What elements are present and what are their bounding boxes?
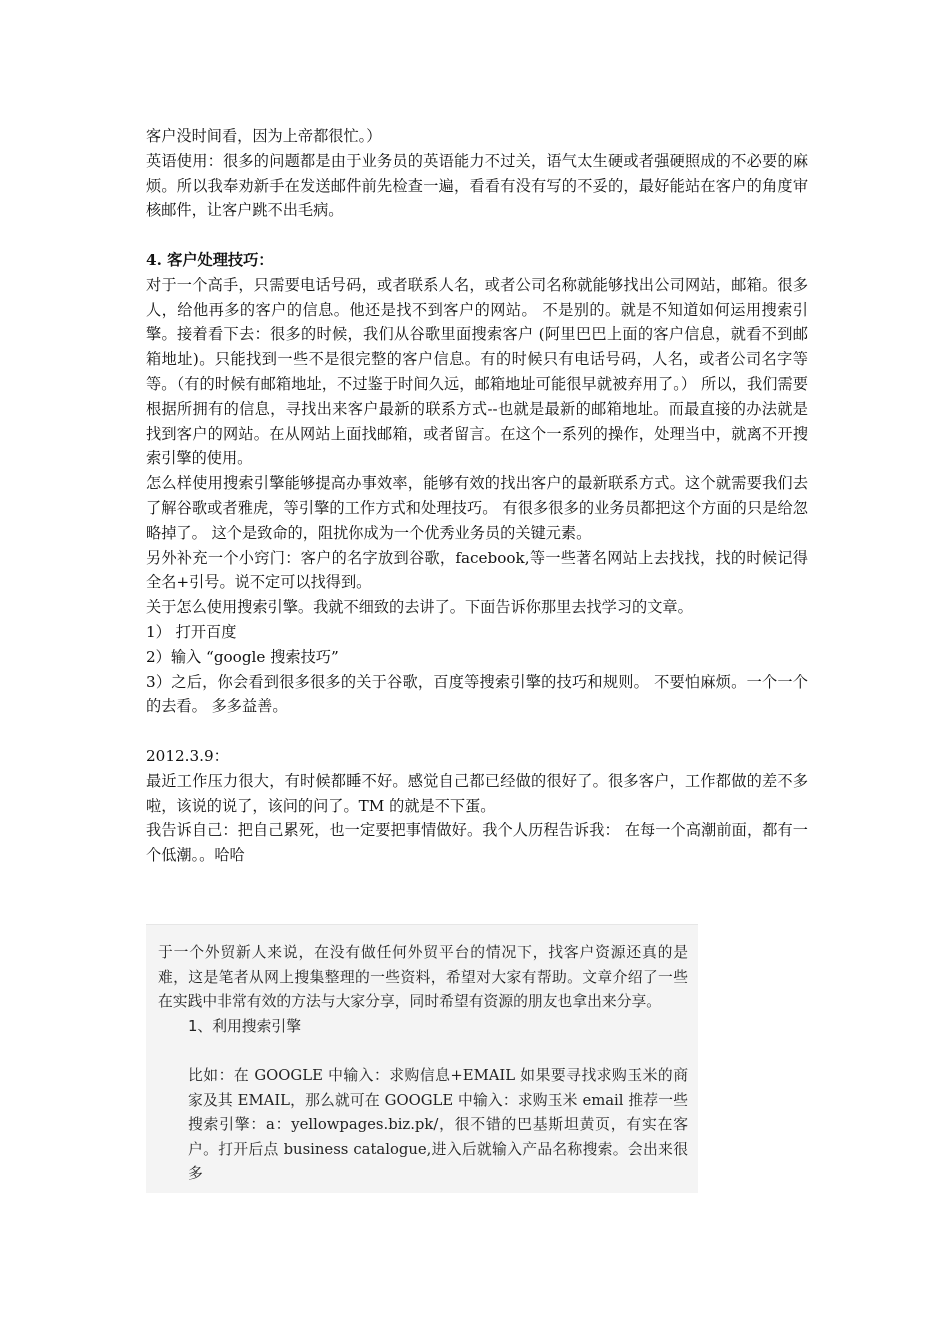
excerpt-intro: 于一个外贸新人来说，在没有做任何外贸平台的情况下，找客户资源还真的是难，这是笔者从网上搜集整理的一些资料，希望对大家有帮助。文章介绍了一些在实践中非常有效的方法与大家分享，同时希望有资源的朋友也拿出来分享。 (158, 944, 688, 1011)
quoted-excerpt-box (146, 924, 698, 1193)
paragraph: 我告诉自己：把自己累死，也一定要把事情做好。我个人历程告诉我： 在每一个高潮前面，都有一个低潮。。哈哈 (146, 821, 808, 865)
list-item: 3）之后，你会看到很多很多的关于谷歌，百度等搜索引擎的技巧和规则。 不要怕麻烦。一个一个的去看。 多多益善。 (146, 672, 808, 716)
list-item: 1） 打开百度 (146, 622, 237, 641)
article-body (146, 124, 808, 868)
paragraph: 关于怎么使用搜索引擎。我就不细致的去讲了。下面告诉你那里去找学习的文章。 (146, 598, 693, 617)
paragraph: 对于一个高手，只需要电话号码，或者联系人名，或者公司名称就能够找出公司网站，邮箱。很多人，给他再多的客户的信息。他还是找不到客户的网站。 不是别的。就是不知道如何运用搜索引擎。接着看下去：很多的时候，我们从谷歌里面搜索客户 (阿里巴巴上面的客户信息，就看不到邮箱地址)。只能找到一些不是很完整的客户信息。有的时候只有电话号码，人名，或者公司名字等等。（有的时候有邮箱地址，不过鉴于时间久远，邮箱地址可能很早就被弃用了。） 所以，我们需要根据所拥有的信息，寻找出来客户最新的联系方式--也就是最新的邮箱地址。而最直接的办法就是找到客户的网站。在从网站上面找邮箱，或者留言。在这个一系列的操作，处理当中，就离不开搜索引擎的使用。 (146, 275, 808, 468)
spacer (146, 719, 808, 744)
paragraph: 怎么样使用搜索引擎能够提高办事效率，能够有效的找出客户的最新联系方式。这个就需要我们去了解谷歌或者雅虎，等引擎的工作方式和处理技巧。 有很多很多的业务员都把这个方面的只是给忽略掉了。 这个是致命的，阻扰你成为一个优秀业务员的关键元素。 (146, 474, 808, 542)
paragraph: 英语使用：很多的问题都是由于业务员的英语能力不过关，语气太生硬或者强硬照成的不必要的麻烦。所以我奉劝新手在发送邮件前先检查一遍，看看有没有写的不妥的，最好能站在客户的角度审核邮件，让客户跳不出毛病。 (146, 151, 808, 220)
paragraph: 最近工作压力很大，有时候都睡不好。感觉自己都已经做的很好了。很多客户，工作都做的差不多啦，该说的说了，该问的问了。TM 的就是不下蛋。 (146, 771, 808, 815)
section-heading: 4. 客户处理技巧： (146, 250, 274, 269)
excerpt-body: 比如：在 GOOGLE 中输入：求购信息+EMAIL 如果要寻找求购玉米的商家及其 EMAIL，那么就可在 GOOGLE 中输入：求购玉米 email 推荐一些搜索引擎：a：yellowpages.biz.pk/，很不错的巴基斯坦黄页，有实在客户。打开后点 business catalogue,进入后就输入产品名称搜索。会出来很多 (188, 1066, 688, 1183)
list-item: 2）输入 “google 搜索技巧” (146, 647, 339, 666)
spacer (158, 1039, 688, 1064)
paragraph: 客户没时间看，因为上帝都很忙。） (146, 127, 382, 145)
excerpt-section-title: 1、利用搜索引擎 (188, 1017, 301, 1035)
spacer (146, 223, 808, 248)
date-heading: 2012.3.9： (146, 746, 229, 765)
paragraph: 另外补充一个小窍门：客户的名字放到谷歌，facebook,等一些著名网站上去找找，找的时候记得全名+引号。说不定可以找得到。 (146, 548, 808, 592)
